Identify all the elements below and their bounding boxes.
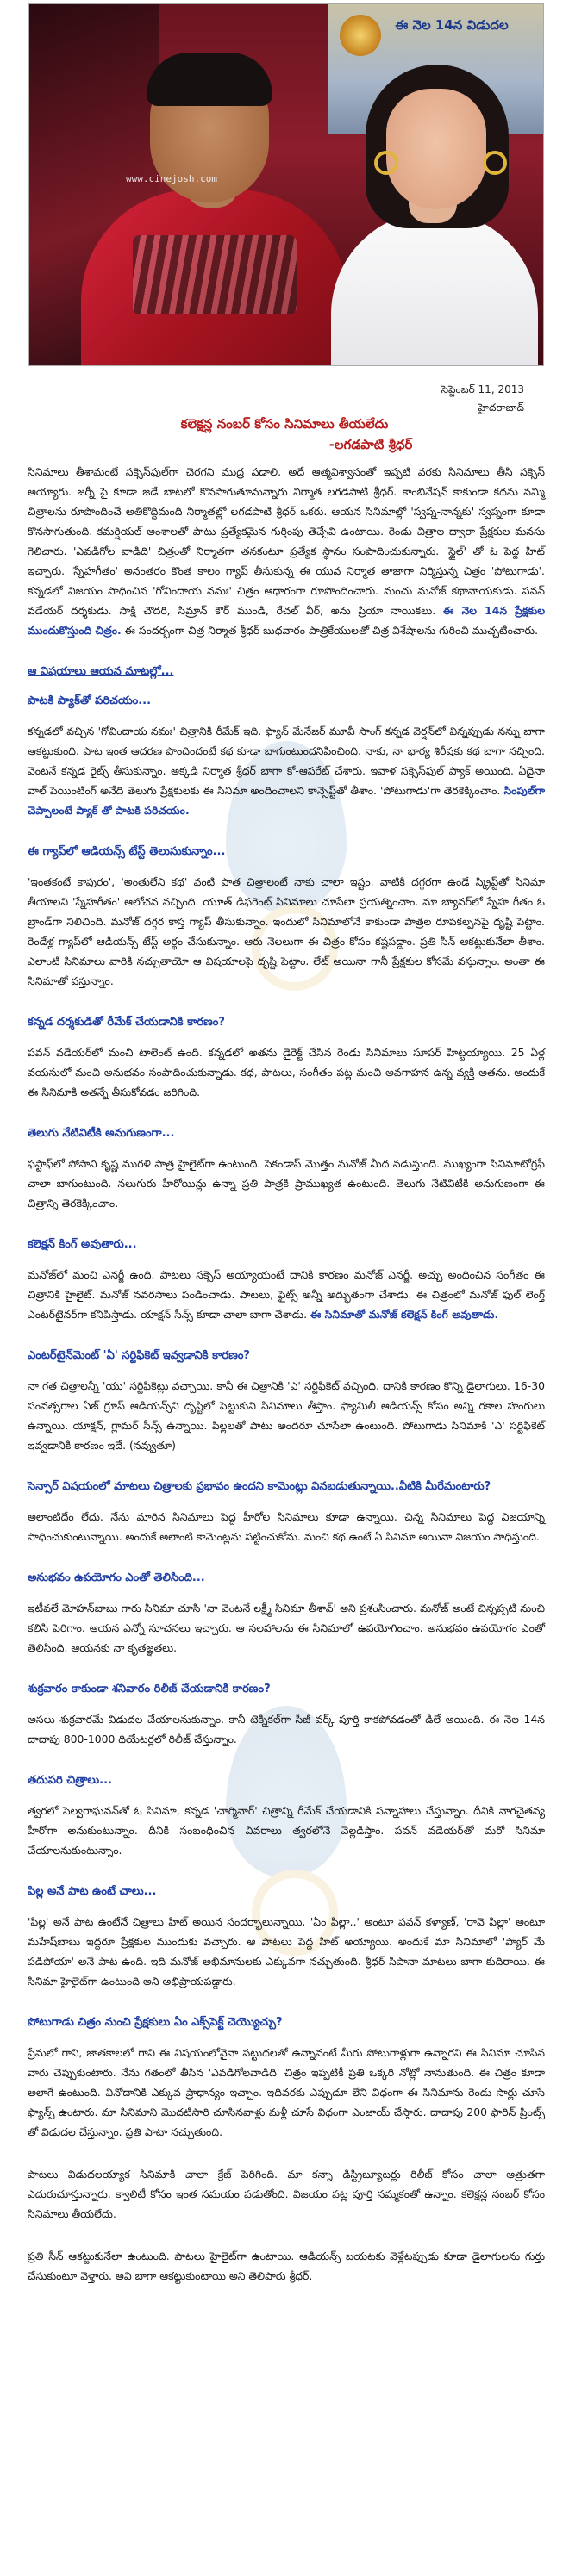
- section-question: ఈ గ్యాప్‌లో ఆడియన్స్ టేస్ట్ తెలుసుకున్నాం...: [28, 845, 226, 858]
- section-question: పోటుగాడు చిత్రం నుంచి ప్రేక్షకులు ఏం ఎక్స్‌పెక్ట్ చెయ్యొచ్చు?: [28, 2016, 283, 2029]
- section-question: సెన్సార్ విషయంలో మాటలు చిత్రాలకు ప్రభావం ఉందని కామెంట్లు వినబడుతున్నాయి..వీటికి మీరేమంటారు?: [28, 1480, 491, 1493]
- section-question: తదుపరి చిత్రాలు...: [28, 1774, 112, 1787]
- section-answer: ఇటీవలే మోహన్‌బాబు గారు సినిమా చూసి 'నా వెంటనే లక్ష్మీ సినిమా తీశావ్' అని ప్రశంసించారు. మనోజ్ అంటే చిన్నప్పటి నుంచి కలిసి పెరిగాం. ఆయన ఎన్నో సూచనలు ఇచ్చారు. ఆ సలహాలను ఈ సినిమాలో ఉపయోగించాం. అనుభవం ఉపయోగం ఎంతో తెలిసింది. ఆయనకు నా కృతజ్ఞతలు.: [28, 1602, 545, 1654]
- earring-icon: [374, 151, 398, 175]
- section-question: తెలుగు నేటివిటీకి అనుగుణంగా...: [28, 1127, 175, 1140]
- section-answer: పవన్ వడేయర్‌లో మంచి టాలెంట్ ఉంది. కన్నడలో అతను డైరెక్ట్ చేసిన రెండు సినిమాలు సూపర్ హిట్టయ్యాయి. 25 ఏళ్ల వయసులో మంచి అనుభవం సంపాదించుకున్నాడు. కథ, పాటలు, సంగీతం పట్ల మంచి అవగాహన ఉన్న వ్యక్తి అతను. అందుకే ఈ సినిమాకి అతన్నే తీసుకోవడం జరిగింది.: [28, 1046, 545, 1098]
- section-question: పిల్ల అనే పాట ఉంటే చాలు...: [28, 1885, 157, 1898]
- woman-face: [386, 89, 486, 209]
- section-answer: ఫస్టాఫ్‌లో పోసాని కృష్ణ మురళి పాత్ర హైలైట్‌గా ఉంటుంది. సెకండాఫ్ మొత్తం మనోజ్ మీద నడుస్తుంది. ముఖ్యంగా సినిమాటోగ్రఫీ చాలా బాగుంటుంది. నలుగురు హీరోయిన్లు ఉన్నా ప్రతి పాత్రకి ప్రాముఖ్యత ఉంటుంది. తెలుగు నేటివిటీకి అనుగుణంగా ఈ చిత్రాన్ని తెరకెక్కించాం.: [28, 1157, 545, 1210]
- woman-figure: [331, 211, 538, 366]
- section-question: కన్నడ దర్శకుడితో రీమేక్ చేయడానికి కారణం?: [28, 1016, 225, 1029]
- photo-banner-text: ఈ నెల 14న విడుదల: [395, 17, 509, 33]
- banner-logo-icon: [340, 15, 381, 56]
- section-answer: అసలు శుక్రవారమే విడుదల చేయాలనుకున్నాం. కానీ టెక్నికల్‌గా సీజీ వర్క్ పూర్తి కాకపోవడంతో డిలే అయింది. ఈ నెల 14న దాదాపు 800-1000 థియేటర్లలో రిలీజ్ చేస్తున్నాం.: [28, 1713, 545, 1745]
- section-question: అనుభవం ఉపయోగం ఎంతో తెలిసింది...: [28, 1571, 205, 1584]
- section-answer: త్వరలో సెల్వరాఘవన్‌తో ఓ సినిమా, కన్నడ 'చార్మినార్' చిత్రాన్ని రీమేక్ చేయడానికి సన్నాహాలు చేస్తున్నాం. దీనికి నాగచైతన్య హీరోగా అనుకుంటున్నాం. దీనికి సంబంధించిన వివరాలు త్వరలోనే వెల్లడిస్తాం. పవన్ వడేయర్‌తో మరో సినిమా చేయాలనుకుంటున్నాం.: [28, 1804, 545, 1857]
- title-byline: -లగడపాటి శ్రీధర్: [328, 437, 413, 452]
- dateline: [441, 381, 524, 417]
- section-answer: 'పిల్ల' అనే పాట ఉంటేనే చిత్రాలు హిట్ అయిన సందర్భాలున్నాయి. 'ఏం పిల్లా..' అంటూ పవన్ కళ్యాణ్, 'రావె పిల్లా' అంటూ మహేష్‌బాబు ఇద్దరూ ప్రేక్షకుల ముందుకు వచ్చారు. ఆ పాటలు పెద్ద హిట్ అయ్యాయి. అందుకే మా సినిమాలో 'ప్యార్ మే పడిపోయా' అనే పాట ఉంది. ఇది మనోజ్ అభిమానులకు ఎక్కువగా నచ్చుతుంది. శ్రీధర్ సిపానా మాటలు బాగా కుదిరాయి. ఈ సినిమా హైలైట్‌గా ఉంటుంది అని అభిప్రాయపడ్డారు.: [28, 1915, 545, 1988]
- article-place: హైదరాబాద్: [478, 401, 524, 414]
- section-question: శుక్రవారం కాకుండా శనివారం రిలీజ్ చేయడానికి కారణం?: [28, 1683, 271, 1696]
- section-answer: కన్నడలో వచ్చిన 'గోవిందాయ నమః' చిత్రానికి రీమేక్ ఇది. ఫ్యాన్ మేనేజర్ మూవీ సాంగ్ కన్నడ వెర్షన్‌లో విన్నప్పుడు నన్ను బాగా ఆకట్టుకుంది. పాట ఇంత ఆదరణ పొందిందంటే కథ కూడా బాగుంటుందనిపించింది. నాకు, నా భార్య శిరీషకు కథ బాగా నచ్చింది. వెంటనే కన్నడ రైట్స్ తీసుకున్నాం. అక్కడి నిర్మాత శ్రీధర్ బాగా కో-ఆపరేట్ చేశారు. ఇవాళ సక్సెస్‌ఫుల్ ప్యాక్ అయింది. ఏదైనా వాల్ పెయింటింగ్ అనేది తెలుగు ప్రేక్షకులకు ఈ సినిమా అందించాలని కాన్సెప్ట్‌తో తీశాం. 'పోటుగాడు'గా తెరకెక్కించాం. సింపుల్‌గా చెప్పాలంటే ప్యాక్ తో పాటకి పరిచయం.: [28, 725, 545, 817]
- section-question: పాటకి ప్యాక్‌తో పరిచయం...: [28, 694, 152, 707]
- section-answer: 'ఇంతకంటే కాపురం', 'అంతులేని కథ' వంటి పాత చిత్రాలంటే నాకు చాలా ఇష్టం. వాటికి దగ్గరగా ఉండే స్క్రిప్ట్‌తో సినిమా తీయాలని 'స్నేహగీతం' ఆలోచన వచ్చింది. యూత్ డిఫరెంట్ సినిమాలు చూసేలా ప్రయత్నించాం. మా బ్యానర్‌లో స్నేహ గీతం ఓ బ్రాండ్‌గా నిలిచింది. మనోజ్ దగ్గర కాస్త గ్యాప్ తీసుకున్నాం. ఇందులో సినిమాలోనే కాకుండా పాత్రల రూపకల్పనపై దృష్టి పెట్టాం. రెండేళ్ల గ్యాప్‌లో ఆడియన్స్ టేస్ట్ అర్థం చేసుకున్నాం. ఆరు నెలలుగా ఈ చిత్రం కోసం కష్టపడ్డాం. ప్రతి సీన్ ఆకట్టుకునేలా తీశాం. ఎలాంటి సినిమాలు వారికి నచ్చుతాయో ఆ విషయాలపై దృష్టి పెట్టాం. లేట్ అయినా గానీ ప్రేక్షకుల కోసమే వస్తున్నాం. అంతా ఈ సినిమాతో వస్తున్నాం.: [28, 875, 545, 987]
- section-answer: అలాంటిదేం లేదు. నేను మారిన సినిమాలు పెద్ద హీరోల సినిమాలు కూడా ఉన్నాయి. చిన్న సినిమాలు పెద్ద విజయాన్ని సాధించుకుంటున్నాయి. అందుకే అలాంటి కామెంట్లను పట్టించుకోను. మంచి కథ ఉంటే ఏ సినిమా అయినా విజయం సాధిస్తుంది.: [28, 1510, 545, 1543]
- intro-paragraph: సినిమాలు తీశామంటే సక్సెస్‌ఫుల్‌గా చెరగని ముద్ర పడాలి. అదే ఆత్మవిశ్వాసంతో ఇప్పటి వరకు సినిమాలు తీసి సక్సెస్ అయ్యారు. జర్నీ పై కూడా జడే బాటలో కొనసాగుతూనున్నారు నిర్మాత లగడపాటి శ్రీధర్. కాంబినేషన్ కాకుండా కథను నమ్మి చిత్రాలను రూపొందించే అతికొద్దిమంది నిర్మాతల్లో లగడపాటి శ్రీధర్ ఒకరు. ఆయన సినిమాల్లో 'స్వప్న-నాన్నకు' స్వప్నంగా కూడా కొనసాగుతుంది. కమర్షియల్ అంశాలతో పాటు ప్రత్యేకమైన గుర్తింపు తెచ్చేవి ఉంటాయి. రెండు చిత్రాల ద్వారా ప్రేక్షకుల మనసు గెలిచారు. 'ఎవడిగోల వాడిది' చిత్రంతో నిర్మాతగా తనకంటూ ప్రత్యేక స్థానం సంపాదించుకున్నారు. 'స్టైల్' తో ఓ పెద్ద హిట్ ఇచ్చారు. 'స్నేహగీతం' అనంతరం కొంత కాలం గ్యాప్ తీసుకున్న ఈ యువ నిర్మాత తాజాగా నిర్మిస్తున్న చిత్రం 'పోటుగాడు'. కన్నడలో విజయం సాధించిన 'గోవిందాయ నమః' చిత్రం ఆధారంగా రూపొందించారు. మంచు మనోజ్ కథానాయకుడు. పవన్ వడేయర్ దర్శకుడు. సాక్షి చౌదరి, సిమ్రాన్ కౌర్ ముండి, రేచల్ వీర్, అను ప్రియా నాయికలు. ఈ నెల 14న ప్రేక్షకుల ముందుకొస్తుంది చిత్రం. ఈ సందర్భంగా చిత్ర నిర్మాత శ్రీధర్ బుధవారం పాత్రికేయులతో చిత్ర విశేషాలను గురించి ముచ్చటించారు.: [28, 465, 546, 637]
- man-hair: [147, 53, 272, 106]
- closing-paragraph: ప్రతి సీన్ ఆకట్టుకునేలా ఉంటుంది. పాటలు హైలైట్‌గా ఉంటాయి. ఆడియన్స్ బయటకు వెళ్లేటప్పుడు కూడా డైలాగులను గుర్తు చేసుకుంటూ వెళ్తారు. అవి బాగా ఆకట్టుకుంటాయి అని తెలిపారు శ్రీధర్.: [28, 2249, 545, 2282]
- producer-photo: [28, 3, 544, 366]
- title-line: కలెక్షన్ల నంబర్ కోసం సినిమాలు తీయలేదు: [180, 416, 389, 432]
- section-answer: ప్రేమలో గాని, జాతకాలలో గాని ఈ విషయంలోనైనా పట్టుదలతో ఉన్నావంటే మీరు పోటుగాళ్లుగా ఉన్నారని ఈ సినిమా చూసిన వారు చెప్పుకుంటారు. నేను గతంలో తీసిన 'ఎవడిగోలవాడిది' చిత్రం ఇప్పటికీ ప్రతి ఒక్కరి నోట్లో నానుతుంది. ఈ చిత్రం కూడా అలాగే ఉంటుంది. వినోదానికి ఎక్కువ ప్రాధాన్యం ఇచ్చాం. ఇదివరకు ఎప్పుడూ లేని విధంగా ఈ సినిమాను రెండు సార్లు చూసే ఫ్యాన్స్ ఉంటారు. మా సినిమాని మొదటిసారి చూసినవాళ్లు మళ్లీ చూసే విధంగా ఎంజాయ్ చేస్తారు. దాదాపు 200 ఫారిన్ ప్రింట్స్ తో విడుదల చేస్తున్నాం. ప్రతి పాటా నచ్చుతుంది.: [28, 2046, 545, 2138]
- photo-watermark: www.cinejosh.com: [126, 173, 217, 184]
- article-title: [0, 414, 569, 455]
- section-question: ఎంటర్‌టైన్‌మెంట్‌ 'ఏ' సర్టిఫికెట్ ఇవ్వడానికి కారణం?: [28, 1349, 250, 1362]
- section-answer: మనోజ్‌లో మంచి ఎనర్జీ ఉంది. పాటలు సక్సెస్ అయ్యాయంటే దానికి కారణం మనోజ్ ఎనర్జీ. అచ్చు అందించిన సంగీతం ఈ చిత్రానికి హైలైట్. మనోజ్ నవరసాలు పండించాడు. పాటలు, ఫైట్స్ అన్నీ అద్భుతంగా చేశాడు. ఈ చిత్రంలో మనోజ్ ఫుల్ లెంగ్త్ ఎంటర్‌టైనర్‌గా కనిపిస్తాడు. యాక్షన్ సీన్స్ కూడా చాలా బాగా చేశాడు. ఈ సినిమాతో మనోజ్ కలెక్షన్ కింగ్ అవుతాడు.: [28, 1268, 545, 1321]
- earring-icon: [483, 151, 507, 175]
- section-answer: పాటలు విడుదలయ్యాక సినిమాకి చాలా క్రేజ్ పెరిగింది. మా కన్నా డిస్ట్రిబ్యూటర్లు రిలీజ్ కోసం చాలా ఆత్రుతగా ఎదురుచూస్తున్నారు. క్వాలిటీ కోసం ఇంత సమయం పడుతోంది. విజయం పట్ల పూర్తి నమ్మకంతో ఉన్నాం. కలెక్షన్ల నంబర్ కోసం సినిమాలు తీయలేదు.: [28, 2168, 545, 2220]
- shirt-print: [133, 235, 297, 314]
- article-body: [28, 462, 545, 2308]
- article-date: సెప్టెంబర్ 11, 2013: [441, 383, 524, 395]
- section-answer: నా గత చిత్రాలన్నీ 'యు' సర్టిఫికెట్లు వచ్చాయి. కానీ ఈ చిత్రానికి 'ఎ' సర్టిఫికెట్ వచ్చింది. దానికి కారణం కొన్ని డైలాగులు. 16-30 సంవత్సరాల ఏజ్ గ్రూప్ ఆడియన్స్‌ని దృష్టిలో పెట్టుకుని సినిమాలు తీస్తాం. ఫ్యామిలీ ఆడియన్స్ కోసం అన్ని రకాల హంగులు ఉన్నాయి. యాక్షన్, గ్లామర్ సీన్స్ ఉన్నాయి. పిల్లలతో పాటు అందరూ చూసేలా ఉంటుంది. పోటుగాడు సినిమాకి 'ఎ' సర్టిఫికెట్ ఇవ్వడానికి కారణం ఇదే. (నవ్వుతూ): [28, 1379, 545, 1452]
- release-highlight: ఈ నెల 14న ప్రేక్షకుల ముందుకొస్తుంది చిత్రం.: [28, 604, 546, 637]
- sub-heading: ఆ విషయాలు ఆయన మాటల్లో...: [28, 665, 174, 678]
- section-question: కలెక్షన్ కింగ్ అవుతారు...: [28, 1238, 137, 1251]
